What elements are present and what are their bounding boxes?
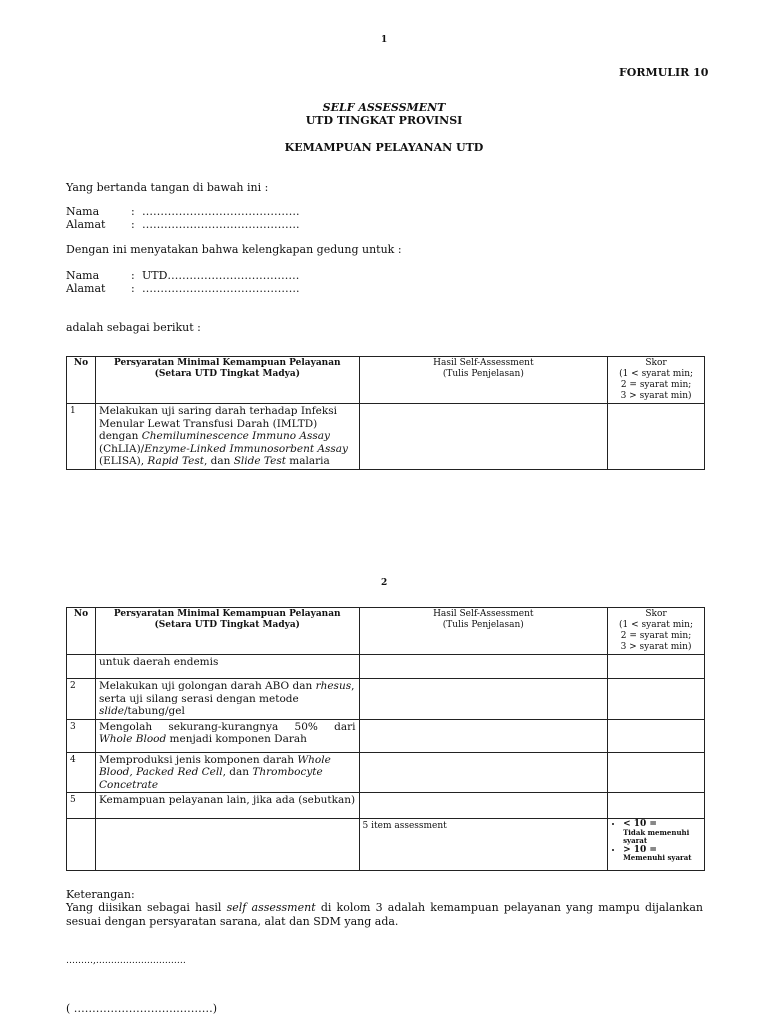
result-cell[interactable]	[359, 404, 608, 470]
utd-address-field[interactable]: …………………………………….	[142, 282, 300, 295]
utd-name-field[interactable]: UTD………………………………	[142, 269, 300, 282]
table-header-row	[67, 357, 705, 404]
note-text: Yang diisikan sebagai hasil	[66, 901, 227, 914]
row-number	[67, 819, 96, 871]
req-line	[99, 733, 356, 746]
requirement-cell: Kemampuan pelayanan lain, jika ada (sebutkan)	[95, 793, 359, 819]
score-legend-item	[623, 820, 701, 846]
requirement-cell	[95, 752, 359, 793]
assessment-table-page2	[66, 607, 705, 871]
requirement-cell	[95, 679, 359, 720]
row-number: 3	[67, 719, 96, 752]
req-line: Mengolah sekurang-kurangnya 50% dari	[98, 720, 356, 733]
score-cell[interactable]	[608, 719, 705, 752]
req-text: Chemiluminescence Immuno Assay	[141, 430, 330, 442]
intro-text: Yang bertanda tangan di bawah ini :	[66, 181, 269, 194]
form-code: FORMULIR 10	[619, 66, 709, 79]
name-field[interactable]: …………………………………….	[142, 205, 300, 218]
header-line: 3 > syarat min)	[620, 391, 692, 401]
follow-text: adalah sebagai berikut :	[66, 321, 201, 334]
header-line: (Tulis Penjelasan)	[442, 620, 524, 630]
score-cell[interactable]	[608, 793, 705, 819]
result-cell[interactable]	[359, 719, 608, 752]
col-requirement-header	[95, 357, 359, 404]
req-text: rhesus	[315, 680, 352, 692]
page-number: 1	[381, 35, 388, 45]
page-number: 2	[381, 578, 388, 588]
header-line: Skor	[645, 609, 667, 619]
req-text: Thrombocyte Concetrate	[98, 766, 323, 791]
note-line	[66, 901, 703, 914]
requirement-cell	[95, 719, 359, 752]
req-text: (ELISA),	[98, 455, 148, 467]
req-text: menjadi komponen Darah	[166, 733, 307, 745]
assessment-count: 5 item assessment	[359, 819, 608, 871]
field-separator: :	[131, 205, 135, 218]
table-row	[67, 404, 705, 470]
req-text: /tabung/gel	[124, 705, 185, 717]
score-cell[interactable]	[608, 679, 705, 720]
legend-text: Tidak memenuhi syarat	[623, 827, 690, 845]
header-line: 2 = syarat min;	[620, 380, 692, 390]
score-legend	[608, 819, 705, 871]
req-text: (ChLIA)/	[98, 442, 145, 455]
req-text: Rapid Test	[147, 455, 204, 467]
header-line: (1 < syarat min;	[619, 620, 694, 630]
result-cell[interactable]	[359, 655, 608, 679]
row-number: 2	[67, 679, 96, 720]
result-cell[interactable]	[359, 752, 608, 793]
req-text: Whole Blood	[98, 733, 167, 745]
summary-row	[67, 819, 705, 871]
req-text: Memproduksi jenis komponen darah	[98, 753, 298, 766]
table-header-row	[67, 608, 705, 655]
score-cell[interactable]	[608, 404, 705, 470]
col-score-header	[608, 608, 705, 655]
header-line: 2 = syarat min;	[620, 631, 692, 641]
req-text: malaria	[285, 455, 330, 467]
req-text: , dan	[222, 766, 253, 778]
req-text: Slide Test	[233, 455, 286, 467]
table-row	[67, 679, 705, 720]
header-line: 3 > syarat min)	[620, 642, 692, 652]
col-result-header	[359, 357, 608, 404]
header-line: Hasil Self-Assessment	[433, 358, 534, 368]
signature-field[interactable]: ( ………………………..………)	[66, 1002, 218, 1015]
col-requirement-header	[95, 608, 359, 655]
table-row	[67, 752, 705, 793]
field-separator: :	[131, 269, 135, 282]
table-row	[67, 719, 705, 752]
row-number: 4	[67, 752, 96, 793]
req-text: Melakukan uji golongan darah ABO dan	[98, 680, 316, 692]
result-cell[interactable]	[359, 793, 608, 819]
requirement-cell	[95, 404, 359, 470]
legend-value: < 10 =	[623, 819, 657, 829]
row-number: 5	[67, 793, 96, 819]
table-row	[67, 655, 705, 679]
doc-heading: KEMAMPUAN PELAYANAN UTD	[284, 141, 484, 154]
score-cell[interactable]	[608, 655, 705, 679]
col-no-header: No	[67, 357, 96, 404]
header-line: Hasil Self-Assessment	[433, 609, 534, 619]
req-text: , dan	[203, 455, 234, 467]
req-text: Melakukan uji saring darah terhadap Infeksi Menular Lewat Transfusi Darah (IMLTD) dengan	[98, 405, 337, 442]
requirement-cell: untuk daerah endemis	[95, 655, 359, 679]
header-line: (Tulis Penjelasan)	[442, 369, 524, 379]
header-line: (1 < syarat min;	[619, 369, 694, 379]
col-score-header	[608, 357, 705, 404]
note-title: Keterangan:	[66, 888, 135, 901]
statement-text: Dengan ini menyatakan bahwa kelengkapan gedung untuk :	[66, 243, 402, 256]
place-date-field[interactable]: ………,…………………………	[66, 956, 186, 966]
note-line: sesuai dengan persyaratan sarana, alat dan SDM yang ada.	[66, 915, 399, 928]
score-legend-item	[623, 846, 701, 863]
doc-subtitle: UTD TINGKAT PROVINSI	[305, 114, 463, 127]
result-cell[interactable]	[359, 679, 608, 720]
assessment-table-page1	[66, 356, 705, 470]
col-result-header	[359, 608, 608, 655]
field-label: Nama	[66, 269, 100, 282]
table-row	[67, 793, 705, 819]
header-line: (Setara UTD Tingkat Madya)	[154, 620, 300, 630]
score-cell[interactable]	[608, 752, 705, 793]
legend-value: > 10 =	[623, 844, 657, 855]
req-text: slide	[98, 705, 125, 717]
row-number	[67, 655, 96, 679]
req-text: Whole Blood, Packed Red Cell	[98, 753, 331, 778]
field-label: Nama	[66, 205, 100, 218]
row-number: 1	[67, 404, 96, 470]
req-text: , serta uji silang serasi dengan metode	[98, 680, 355, 705]
field-label: Alamat	[66, 218, 106, 231]
doc-title: SELF ASSESSMENT	[322, 101, 446, 114]
requirement-cell	[95, 819, 359, 871]
field-label: Alamat	[66, 282, 106, 295]
address-field[interactable]: …………………………………….	[142, 218, 300, 231]
field-separator: :	[131, 282, 135, 295]
header-line: Skor	[645, 358, 667, 368]
note-text: di kolom 3 adalah kemampuan pelayanan yang mampu dijalankan	[315, 901, 703, 914]
legend-text: Memenuhi syarat	[623, 853, 692, 862]
req-text: Enzyme-Linked Immunosorbent Assay	[144, 442, 348, 455]
col-no-header: No	[67, 608, 96, 655]
header-line: Persyaratan Minimal Kemampuan Pelayanan	[113, 358, 341, 368]
field-separator: :	[131, 218, 135, 231]
header-line: Persyaratan Minimal Kemampuan Pelayanan	[113, 609, 341, 619]
note-text: self assessment	[226, 901, 316, 914]
header-line: (Setara UTD Tingkat Madya)	[154, 369, 300, 379]
